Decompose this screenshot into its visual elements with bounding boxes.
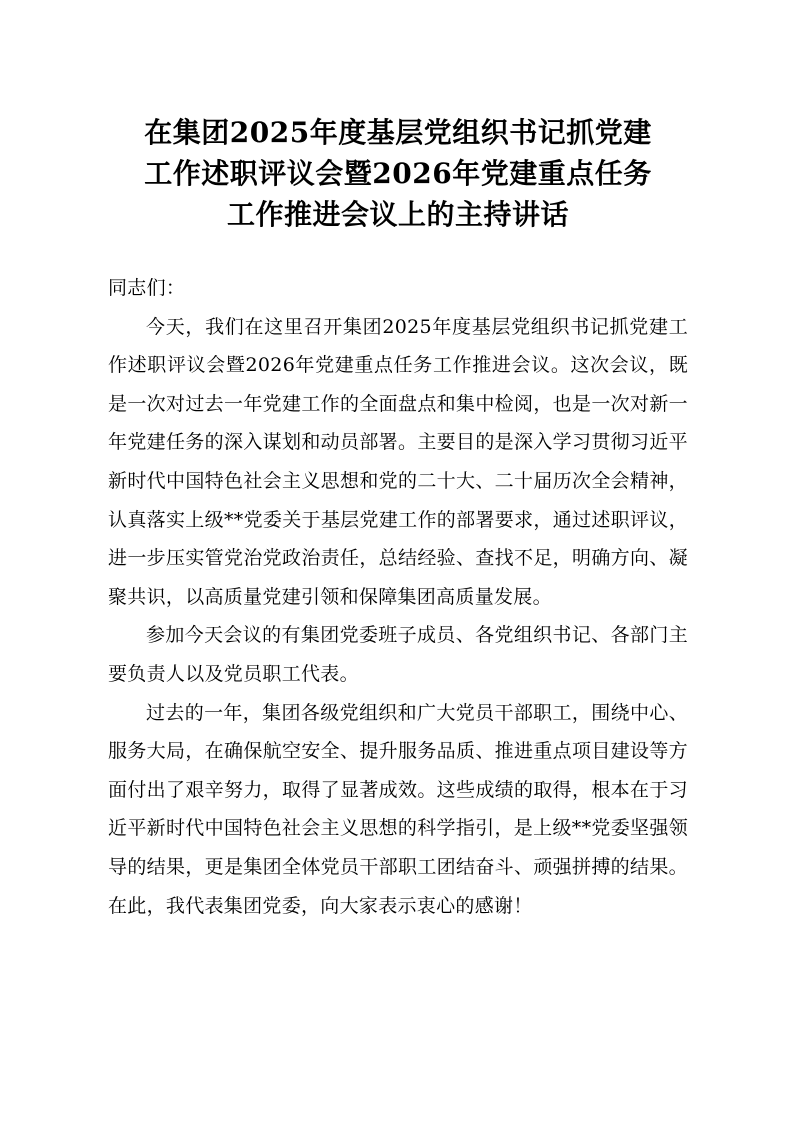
- title-line-3: 工作推进会议上的主持讲话: [226, 198, 569, 231]
- title-line-2: 工作述职评议会暨2026年党建重点任务: [144, 157, 652, 190]
- document-page: [108, 112, 688, 925]
- paragraph-3: 过去的一年，集团各级党组织和广大党员干部职工，围绕中心、服务大局，在确保航空安全、提升服务品质、推进重点项目建设等方面付出了艰辛努力，取得了显著成效。这些成绩的取得，根本在于习近平新时代中国特色社会主义思想的科学指引，是上级**党委坚强领导的结果，更是集团全体党员干部职工团结奋斗、顽强拼搏的结果。在此，我代表集团党委，向大家表示衷心的感谢！: [108, 701, 688, 917]
- paragraph-1: 今天，我们在这里召开集团2025年度基层党组织书记抓党建工作述职评议会暨2026年党建重点任务工作推进会议。这次会议，既是一次对过去一年党建工作的全面盘点和集中检阅，也是一次对新一年党建任务的深入谋划和动员部署。主要目的是深入学习贯彻习近平新时代中国特色社会主义思想和党的二十大、二十届历次全会精神，认真落实上级**党委关于基层党建工作的部署要求，通过述职评议，进一步压实管党治党政治责任，总结经验、查找不足，明确方向、凝聚共识，以高质量党建引领和保障集团高质量发展。: [108, 315, 688, 608]
- paragraph-2: 参加今天会议的有集团党委班子成员、各党组织书记、各部门主要负责人以及党员职工代表。: [108, 624, 688, 685]
- salutation: 同志们：: [108, 277, 186, 299]
- document-body: [108, 269, 688, 925]
- title-line-1: 在集团2025年度基层党组织书记抓党建: [144, 116, 652, 149]
- document-title: [102, 112, 694, 235]
